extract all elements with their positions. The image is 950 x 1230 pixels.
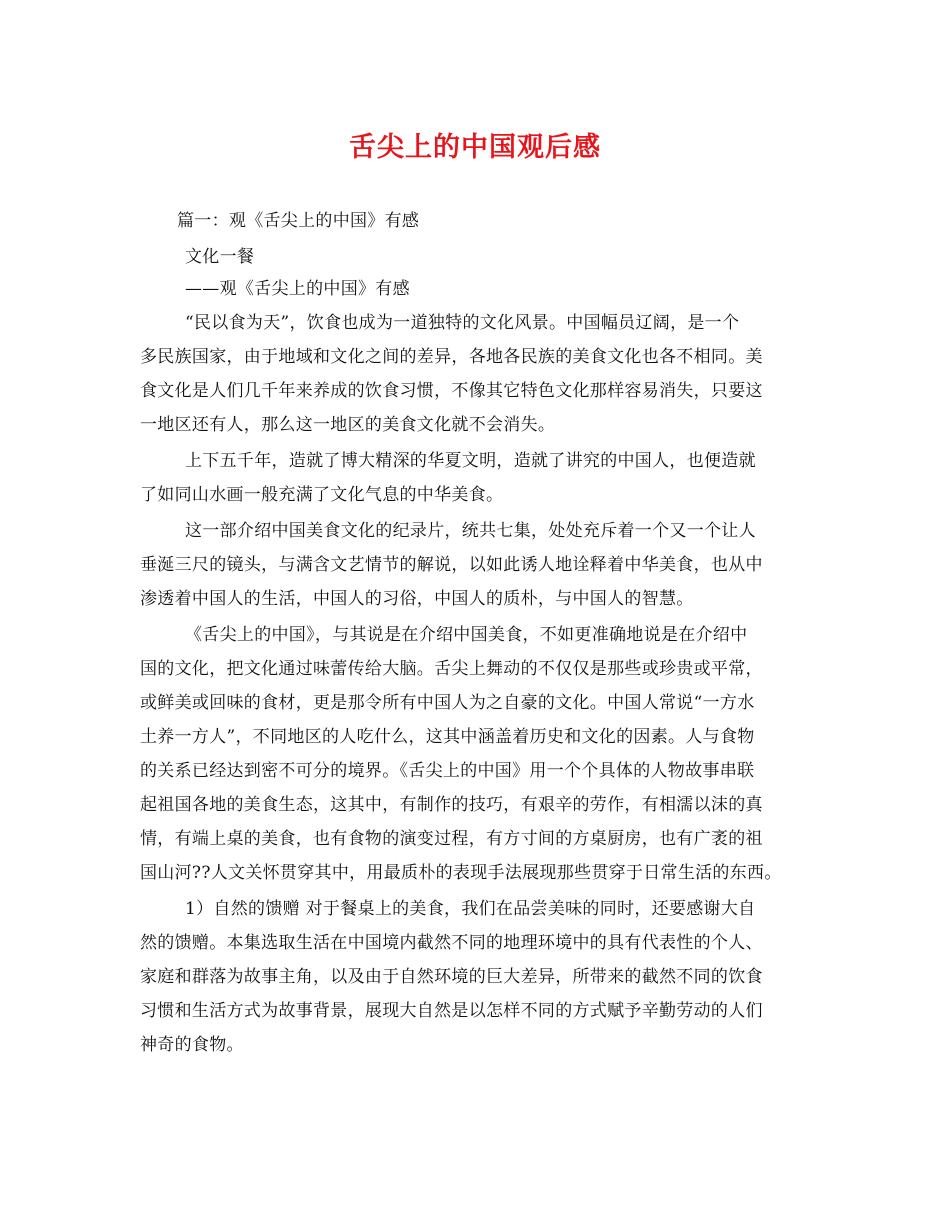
- body-line: 然的馈赠。本集选取生活在中国境内截然不同的地理环境中的具有代表性的个人、: [140, 933, 763, 953]
- body-line: 垂涎三尺的镜头，与满含文艺情节的解说，以如此诱人地诠释着中华美食，也从中: [140, 555, 763, 575]
- body-line: 情，有端上桌的美食，也有食物的演变过程，有方寸间的方桌厨房，也有广袤的祖: [140, 829, 763, 849]
- body-line: 家庭和群落为故事主角，以及由于自然环境的巨大差异，所带来的截然不同的饮食: [140, 967, 763, 987]
- body-line: 起祖国各地的美食生态，这其中，有制作的技巧，有艰辛的劳作，有相濡以沫的真: [140, 795, 763, 815]
- body-line: 《舌尖上的中国》，与其说是在介绍中国美食，不如更准确地说是在介绍中: [185, 625, 748, 645]
- document-title: 舌尖上的中国观后感: [349, 132, 601, 163]
- body-line: 了如同山水画一般充满了文化气息的中华美食。: [140, 485, 504, 505]
- body-line: 上下五千年，造就了博大精深的华夏文明，造就了讲究的中国人，也便造就: [185, 451, 756, 471]
- body-line: 食文化是人们几千年来养成的饮食习惯，不像其它特色文化那样容易消失，只要这: [140, 381, 763, 401]
- subtitle: 文化一餐: [185, 247, 255, 267]
- body-line: 1）自然的馈赠 对于餐桌上的美食，我们在品尝美味的同时，还要感谢大自: [185, 899, 756, 919]
- body-line: 多民族国家，由于地域和文化之间的差异，各地各民族的美食文化也各不相同。美: [140, 347, 763, 367]
- body-line: 渗透着中国人的生活，中国人的习俗，中国人的质朴，与中国人的智慧。: [140, 589, 694, 609]
- body-line: 土养一方人”，不同地区的人吃什么，这其中涵盖着历史和文化的因素。人与食物: [140, 727, 755, 747]
- section-heading: 篇一：观《舌尖上的中国》有感: [177, 211, 420, 231]
- body-line: 国山河??人文关怀贯穿其中，用最质朴的表现手法展现那些贯穿于日常生活的东西。: [140, 863, 782, 883]
- body-line: 一地区还有人，那么这一地区的美食文化就不会消失。: [140, 415, 556, 435]
- body-line: 国的文化，把文化通过味蕾传给大脑。舌尖上舞动的不仅仅是那些或珍贵或平常，: [140, 659, 763, 679]
- body-line: 的关系已经达到密不可分的境界。《舌尖上的中国》用一个个具体的人物故事串联: [140, 761, 755, 781]
- subtitle-dash: ——观《舌尖上的中国》有感: [185, 279, 410, 299]
- body-line: 或鲜美或回味的食材，更是那令所有中国人为之自豪的文化。中国人常说“一方水: [140, 693, 755, 713]
- body-line: “民以食为天”，饮食也成为一道独特的文化风景。中国幅员辽阔，是一个: [185, 313, 740, 333]
- body-line: 习惯和生活方式为故事背景，展现大自然是以怎样不同的方式赋予辛勤劳动的人们: [140, 1001, 763, 1021]
- body-line: 神奇的食物。: [140, 1035, 244, 1055]
- body-line: 这一部介绍中国美食文化的纪录片，统共七集，处处充斥着一个又一个让人: [185, 521, 756, 541]
